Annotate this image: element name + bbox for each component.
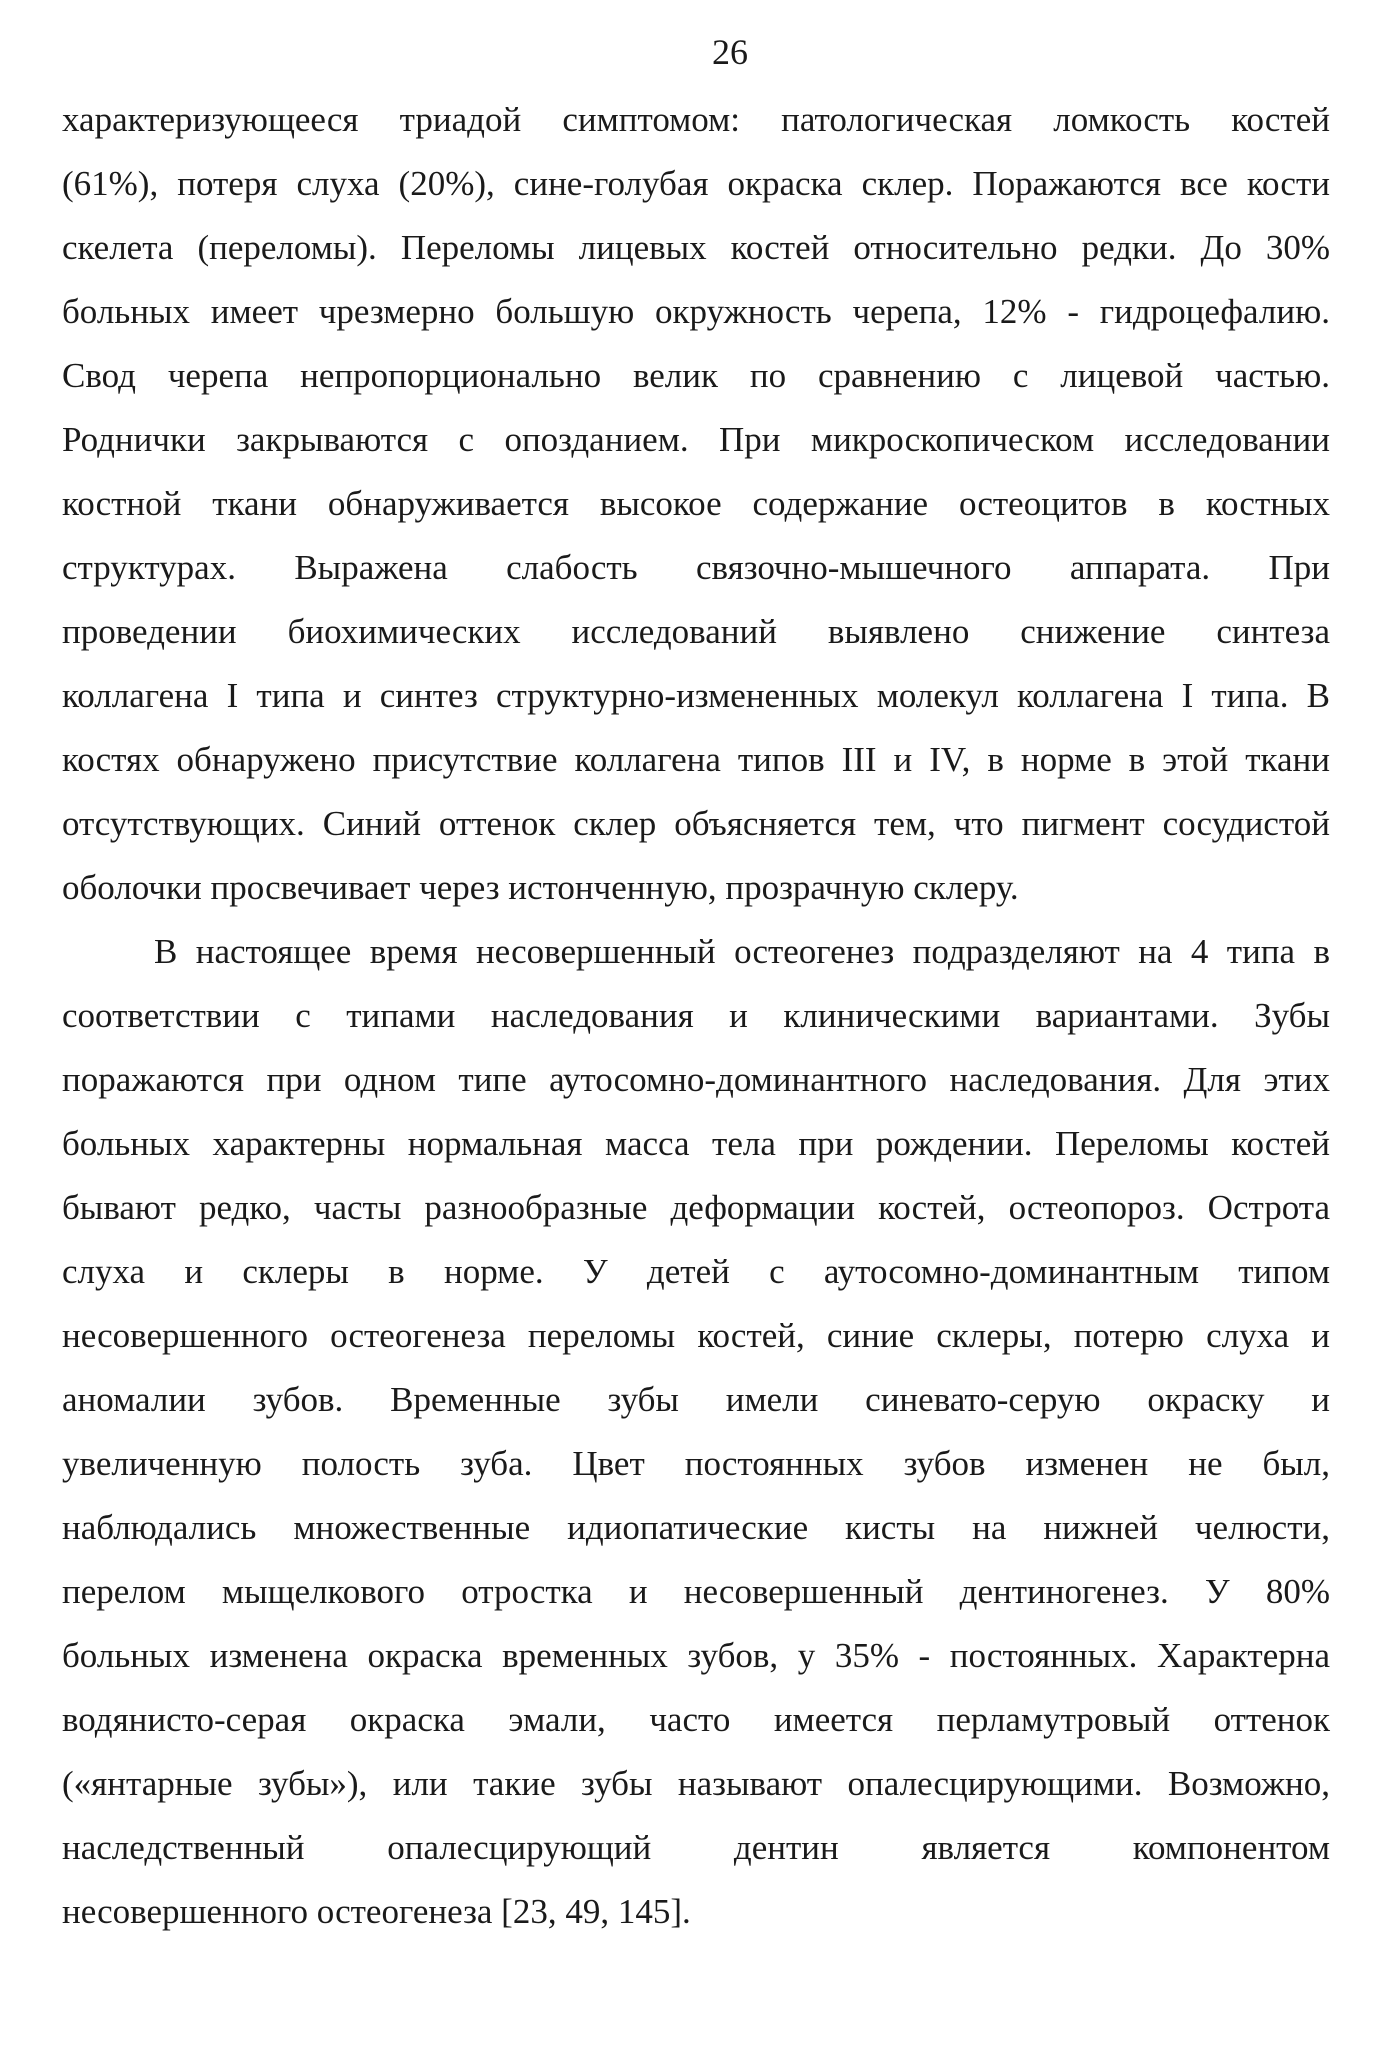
text-line: наследственный опалесцирующий дентин является компонентом: [62, 1828, 1330, 1867]
text-line: соответствии с типами наследования и клиническими вариантами. Зубы: [62, 996, 1330, 1035]
text-line: костях обнаружено присутствие коллагена типов III и IV, в норме в этой ткани: [62, 740, 1330, 779]
text-line: водянисто-серая окраска эмали, часто имеется перламутровый оттенок: [62, 1700, 1330, 1739]
text-line: поражаются при одном типе аутосомно-доминантного наследования. Для этих: [62, 1060, 1330, 1099]
text-line: больных имеет чрезмерно большую окружность черепа, 12% - гидроцефалию.: [62, 292, 1330, 331]
text-line: увеличенную полость зуба. Цвет постоянных зубов изменен не был,: [62, 1444, 1330, 1483]
paragraph-2: [62, 920, 1330, 1944]
text-line: больных изменена окраска временных зубов, у 35% - постоянных. Характерна: [62, 1636, 1330, 1675]
text-line: перелом мыщелкового отростка и несовершенный дентиногенез. У 80%: [62, 1572, 1330, 1611]
text-line: коллагена I типа и синтез структурно-измененных молекул коллагена I типа. В: [62, 676, 1330, 715]
text-line: несовершенного остеогенеза [23, 49, 145].: [62, 1892, 691, 1931]
text-line: слуха и склеры в норме. У детей с аутосомно-доминантным типом: [62, 1252, 1330, 1291]
text-line: Свод черепа непропорционально велик по сравнению с лицевой частью.: [62, 356, 1330, 395]
text-line: скелета (переломы). Переломы лицевых костей относительно редки. До 30%: [62, 228, 1330, 267]
page-number: 26: [712, 32, 748, 72]
text-line: структурах. Выражена слабость связочно-мышечного аппарата. При: [62, 548, 1330, 587]
text-line: (61%), потеря слуха (20%), сине-голубая окраска склер. Поражаются все кости: [62, 164, 1330, 203]
text-line: костной ткани обнаруживается высокое содержание остеоцитов в костных: [62, 484, 1330, 523]
text-line: проведении биохимических исследований выявлено снижение синтеза: [62, 612, 1330, 651]
text-line: оболочки просвечивает через истонченную, прозрачную склеру.: [62, 868, 1019, 907]
text-line: бывают редко, часты разнообразные деформации костей, остеопороз. Острота: [62, 1188, 1330, 1227]
text-line: отсутствующих. Синий оттенок склер объясняется тем, что пигмент сосудистой: [62, 804, 1330, 843]
text-line: несовершенного остеогенеза переломы костей, синие склеры, потерю слуха и: [62, 1316, 1330, 1355]
text-line: характеризующееся триадой симптомом: патологическая ломкость костей: [62, 100, 1330, 139]
paragraph-1: [62, 88, 1330, 920]
text-line: («янтарные зубы»), или такие зубы называют опалесцирующими. Возможно,: [62, 1764, 1330, 1803]
text-line: аномалии зубов. Временные зубы имели синевато-серую окраску и: [62, 1380, 1330, 1419]
text-line: Роднички закрываются с опозданием. При микроскопическом исследовании: [62, 420, 1330, 459]
text-line: наблюдались множественные идиопатические кисты на нижней челюсти,: [62, 1508, 1330, 1547]
text-line: В настоящее время несовершенный остеогенез подразделяют на 4 типа в: [154, 932, 1330, 971]
body-text: [62, 88, 1330, 1944]
text-line: больных характерны нормальная масса тела при рождении. Переломы костей: [62, 1124, 1330, 1163]
